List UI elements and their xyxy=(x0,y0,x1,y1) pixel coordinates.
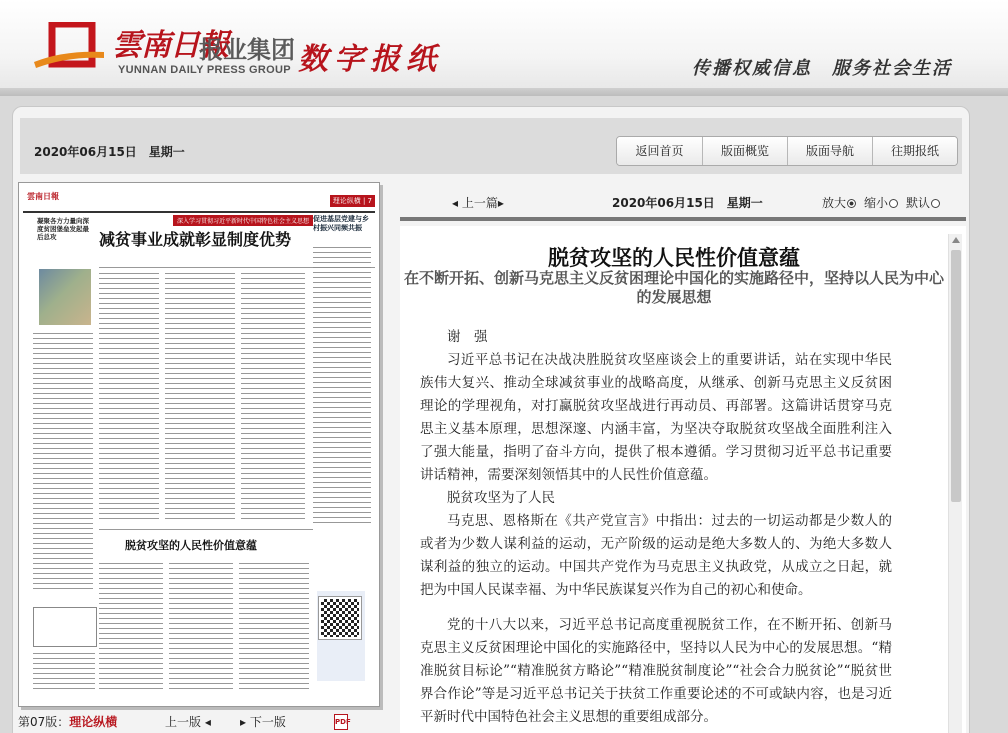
thumb-section-tag: 理论纵横 | 7 xyxy=(330,195,375,207)
radio-icon xyxy=(931,199,940,208)
nav-overview-button[interactable]: 版面概览 xyxy=(702,137,787,166)
pdf-icon[interactable]: PDF xyxy=(334,714,348,730)
site-title: 数字报纸 xyxy=(298,42,442,77)
slogan: 传播权威信息 服务社会生活 xyxy=(692,58,952,79)
thumb-side-headline[interactable]: 促进基层党建与乡村振兴同频共振 xyxy=(313,215,369,232)
thumb-left-headline[interactable]: 凝聚各方力量向深度贫困堡垒发起最后总攻 xyxy=(37,217,89,241)
article-paragraph: 习近平总书记在决战决胜脱贫攻坚座谈会上的重要讲话，站在实现中华民族伟大复兴、推动全球减贫事业的战略高度，从继承、创新马克思主义反贫困理论的学理视角，对打赢脱贫攻坚战进行再动员、再部署。这篇讲话贯穿马克思主义基本原理，思想深邃、内涵丰富，为坚决夺取脱贫攻坚战全面胜利注入了强大能量，指明了奋斗方向，提供了根本遵循。学习贯彻习近平总书记重要讲话精神，需要深刻领悟其中的人民性价值意蕴。 xyxy=(420,352,892,483)
triangle-left-icon: ◂ xyxy=(452,196,462,210)
article-paragraph: 党的十八大以来，习近平总书记高度重视脱贫工作，在不断开拓、创新马克思主义反贫困理论中国化的实施路径中，坚持以人民为中心的发展思想。“精准脱贫目标论”“精准脱贫方略论”“精准脱贫制度论”“社会合力脱贫论”“脱贫世界合作论”等是习近平总书记关于扶贫工作重要论述的不可或缺内容，也是习近平新时代中国特色社会主义思想的重要组成部分。 xyxy=(420,617,892,725)
thumb-section-link[interactable]: 理论纵横 xyxy=(69,715,118,729)
page-thumbnail-content xyxy=(23,187,375,702)
zoom-in-button[interactable]: 放大 xyxy=(822,194,856,211)
nav-page-nav-button[interactable]: 版面导航 xyxy=(787,137,872,166)
next-page-link[interactable]: ▸ 下一版 xyxy=(240,715,286,729)
nav-home-button[interactable]: 返回首页 xyxy=(617,137,702,166)
article-body xyxy=(420,326,892,729)
thumb-headline-2[interactable]: 脱贫攻坚的人民性价值意蕴 xyxy=(125,539,257,552)
main-nav xyxy=(616,136,958,166)
triangle-left-icon: ◂ xyxy=(201,715,211,729)
logo-english: YUNNAN DAILY PRESS GROUP xyxy=(118,64,291,76)
logo-group-name: 报业集团 xyxy=(199,36,295,64)
zoom-default-button[interactable]: 默认 xyxy=(906,194,940,211)
triangle-right-icon: ▸ xyxy=(497,196,504,210)
article-subtitle: 在不断开拓、创新马克思主义反贫困理论中国化的实施路径中，坚持以人民为中心的发展思想 xyxy=(403,269,944,306)
logo-chinese: 雲南日報 xyxy=(112,28,228,63)
prev-article-link[interactable]: ◂ 上一篇▸ xyxy=(452,196,504,210)
prev-page-link[interactable]: 上一版 ◂ xyxy=(165,715,211,729)
thumb-masthead-bar xyxy=(23,187,375,213)
thumb-photo xyxy=(39,269,91,325)
newspaper-logo-icon xyxy=(34,22,104,78)
page-thumbnail[interactable] xyxy=(18,182,380,707)
article-author: 谢 强 xyxy=(447,329,488,345)
article-paragraph: 马克思、恩格斯在《共产党宣言》中指出：过去的一切运动都是少数人的或者为少数人谋利益的运动，无产阶级的运动是绝大多数人的、为绝大多数人谋利益的独立的运动。中国共产党作为马克思主义执政党，从成立之日起，就把为中国人民谋幸福、为中华民族谋复兴作为自己的初心和使命。 xyxy=(420,513,892,598)
nav-archive-button[interactable]: 往期报纸 xyxy=(872,137,957,166)
thumb-box xyxy=(33,607,97,647)
article-rule xyxy=(400,217,966,221)
edition-date: 2020年06月15日 星期一 xyxy=(34,145,185,159)
header-rule xyxy=(0,88,1008,96)
thumb-masthead: 雲南日報 xyxy=(27,192,59,201)
zoom-out-button[interactable]: 缩小 xyxy=(864,194,898,211)
radio-selected-icon xyxy=(847,199,856,208)
thumb-text-column xyxy=(169,563,233,693)
thumb-divider xyxy=(99,529,313,530)
article-title: 脱贫攻坚的人民性价值意蕴 xyxy=(548,245,800,270)
thumb-kicker: 深入学习贯彻习近平新时代中国特色社会主义思想 xyxy=(173,215,313,226)
scroll-up-icon[interactable] xyxy=(952,237,960,243)
thumb-text-column xyxy=(313,247,371,527)
site-header xyxy=(0,0,1008,96)
article-date: 2020年06月15日 星期一 xyxy=(612,196,763,210)
thumb-text-column xyxy=(165,273,235,523)
scrollbar-thumb[interactable] xyxy=(951,250,961,502)
thumb-text-column xyxy=(33,333,93,593)
thumb-page-label: 第07版：理论纵横 xyxy=(18,715,118,729)
article-subheading: 脱贫攻坚为了人民 xyxy=(447,490,555,506)
thumb-headline[interactable]: 减贫事业成就彰显制度优势 xyxy=(99,230,292,249)
thumb-text-column xyxy=(239,563,309,693)
thumb-text-column xyxy=(33,653,95,693)
article-scrollbar[interactable] xyxy=(948,234,962,733)
triangle-right-icon: ▸ xyxy=(240,715,250,729)
thumb-text-column xyxy=(99,563,163,693)
thumb-text-column xyxy=(241,273,305,523)
thumb-text-column xyxy=(99,273,159,523)
qr-code-icon xyxy=(319,597,361,639)
radio-icon xyxy=(889,199,898,208)
article-panel xyxy=(400,226,966,733)
